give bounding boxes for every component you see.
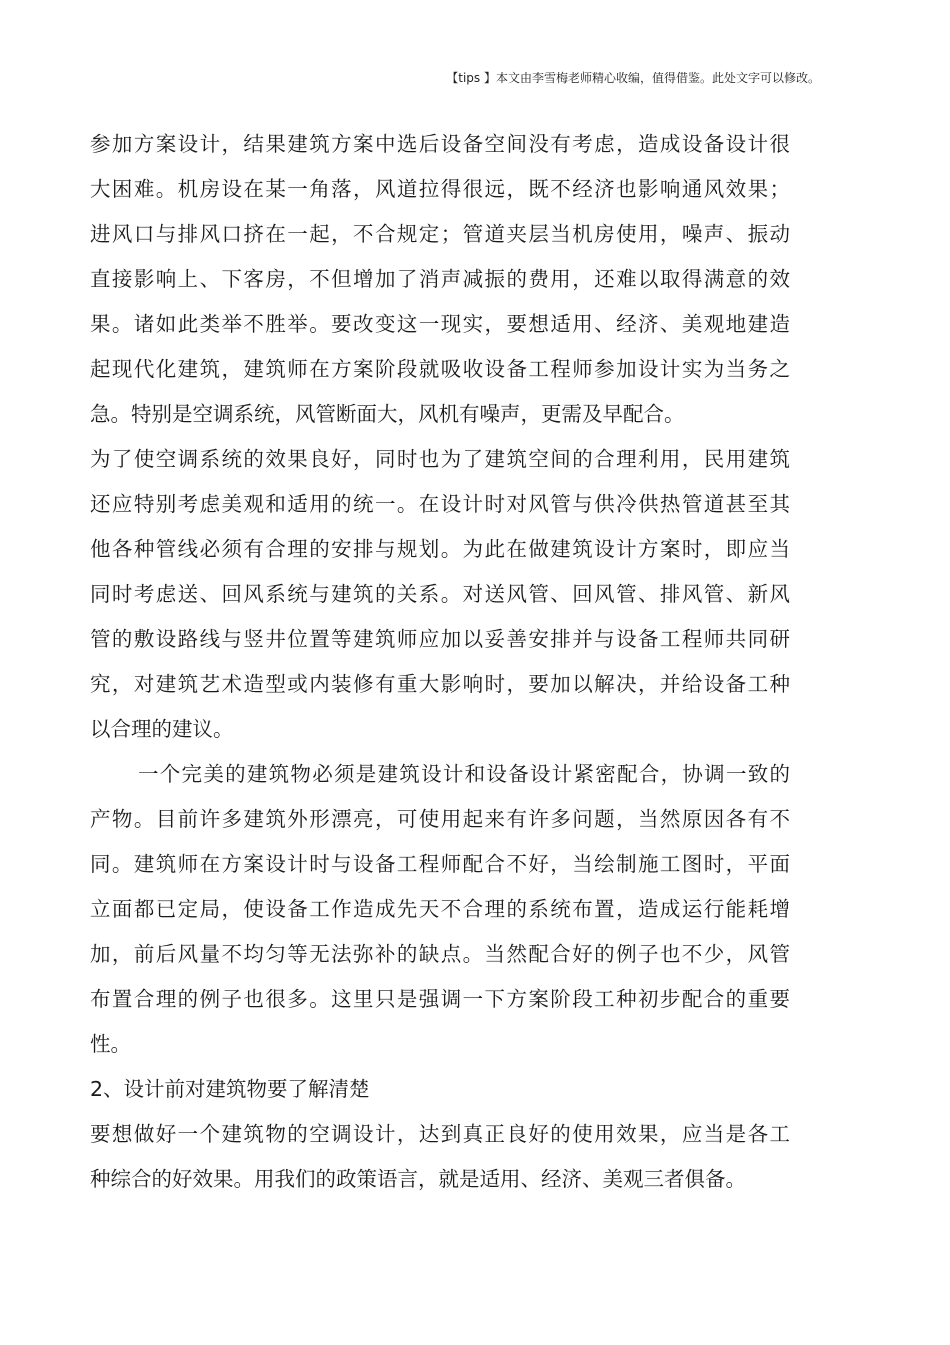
header-tips-note: 【tips 】本文由李雪梅老师精心收编，值得借鉴。此处文字可以修改。 bbox=[446, 71, 820, 85]
text-line: 还应特别考虑美观和适用的统一。在设计时对风管与供冷供热管道甚至其 bbox=[90, 492, 790, 516]
text-line: 一个完美的建筑物必须是建筑设计和设备设计紧密配合，协调一致的 bbox=[138, 762, 790, 786]
document-body bbox=[90, 122, 790, 1202]
text-line: 大困难。机房设在某一角落，风道拉得很远，既不经济也影响通风效果； bbox=[90, 177, 790, 201]
text-line: 究，对建筑艺术造型或内装修有重大影响时，要加以解决，并给设备工种 bbox=[90, 672, 790, 696]
text-line: 同。建筑师在方案设计时与设备工程师配合不好，当绘制施工图时，平面 bbox=[90, 852, 790, 876]
text-line: 为了使空调系统的效果良好，同时也为了建筑空间的合理利用，民用建筑 bbox=[90, 447, 790, 471]
text-line: 直接影响上、下客房，不但增加了消声减振的费用，还难以取得满意的效 bbox=[90, 267, 790, 291]
paragraph bbox=[90, 437, 790, 752]
text-line: 产物。目前许多建筑外形漂亮，可使用起来有许多问题，当然原因各有不 bbox=[90, 807, 790, 831]
text-line: 进风口与排风口挤在一起，不合规定；管道夹层当机房使用，噪声、振动 bbox=[90, 222, 790, 246]
paragraph bbox=[90, 122, 790, 437]
text-line: 他各种管线必须有合理的安排与规划。为此在做建筑设计方案时，即应当 bbox=[90, 537, 790, 561]
text-line: 性。 bbox=[90, 1032, 131, 1056]
text-line: 同时考虑送、回风系统与建筑的关系。对送风管、回风管、排风管、新风 bbox=[90, 582, 790, 606]
text-line: 种综合的好效果。用我们的政策语言，就是适用、经济、美观三者俱备。 bbox=[90, 1167, 746, 1191]
paragraph bbox=[90, 1112, 790, 1202]
text-line: 管的敷设路线与竖井位置等建筑师应加以妥善安排并与设备工程师共同研 bbox=[90, 627, 790, 651]
text-line: 急。特别是空调系统，风管断面大，风机有噪声，更需及早配合。 bbox=[90, 402, 685, 426]
text-line: 立面都已定局，使设备工作造成先天不合理的系统布置，造成运行能耗增 bbox=[90, 897, 790, 921]
text-line: 加，前后风量不均匀等无法弥补的缺点。当然配合好的例子也不少，风管 bbox=[90, 942, 790, 966]
text-line: 布置合理的例子也很多。这里只是强调一下方案阶段工种初步配合的重要 bbox=[90, 987, 790, 1011]
paragraph bbox=[90, 752, 790, 1067]
text-line: 起现代化建筑，建筑师在方案阶段就吸收设备工程师参加设计实为当务之 bbox=[90, 357, 790, 381]
text-line: 参加方案设计，结果建筑方案中选后设备空间没有考虑，造成设备设计很 bbox=[90, 132, 790, 156]
text-line: 以合理的建议。 bbox=[90, 717, 234, 741]
text-line: 果。诸如此类举不胜举。要改变这一现实，要想适用、经济、美观地建造 bbox=[90, 312, 790, 336]
section-heading: 2、设计前对建筑物要了解清楚 bbox=[90, 1077, 370, 1101]
text-line: 要想做好一个建筑物的空调设计，达到真正良好的使用效果，应当是各工 bbox=[90, 1122, 790, 1146]
